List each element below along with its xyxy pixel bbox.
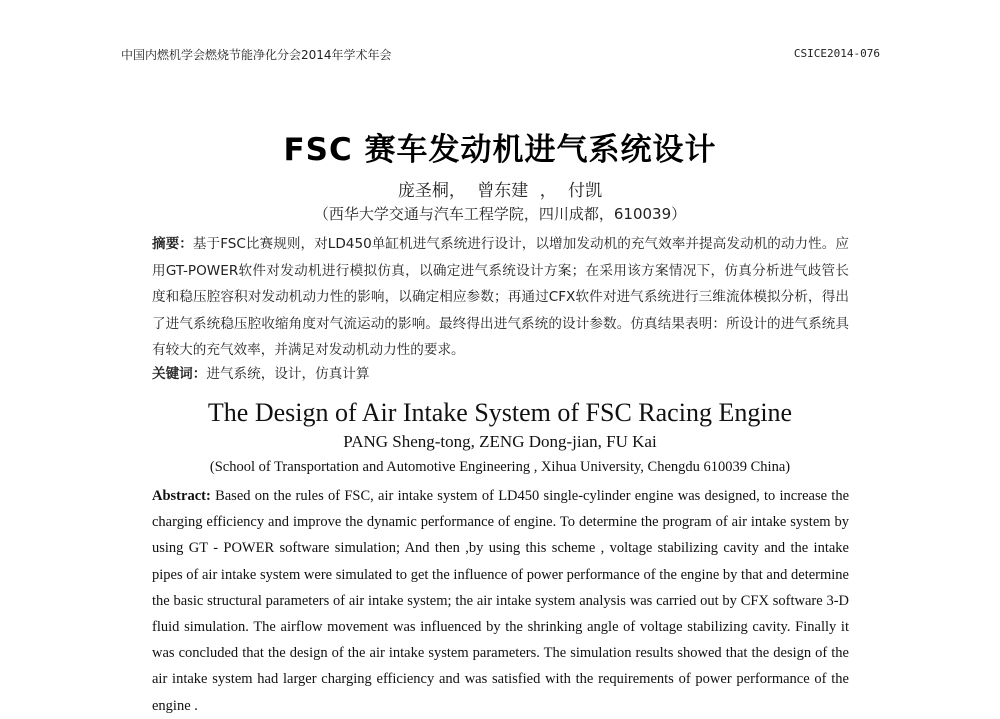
title-chinese: FSC 赛车发动机进气系统设计 [283, 132, 717, 168]
abstract-label-chinese: 摘要： [152, 236, 193, 252]
abstract-text-english: Based on the rules of FSC, air intake system of LD450 single-cylinder engine was designed, to increase the charging efficiency and improve the dynamic performance of engine. To determine the program of air intake system by using GT - POWER software simulation; And then ,by using this scheme , voltage stabilizing cavity and the intake pipes of air intake system were simulated to get the influence of power performance of the engine by that and determine the basic structural parameters of air intake system; the air intake system analysis was carried out by CFX software 3-D fluid simulation. The airflow movement was influenced by the shrinking angle of voltage stabilizing cavity. Finally it was concluded that the design of the air intake system parameters. The simulation results showed that the design of the air intake system had larger charging efficiency and was satisfied with the requirements of power performance of the engine . [152, 488, 850, 714]
abstract-text-chinese: 基于FSC比赛规则，对LD450单缸机进气系统进行设计，以增加发动机的充气效率并提高发动机的动力性。应用GT-POWER软件对发动机进行模拟仿真，以确定进气系统设计方案；在采用该方案情况下，仿真分析进气歧管长度和稳压腔容积对发动机动力性的影响，以确定相应参数；再通过CFX软件对进气系统进行三维流体模拟分析，得出了进气系统稳压腔收缩角度对气流运动的影响。最终得出进气系统的设计参数。仿真结果表明：所设计的进气系统具有较大的充气效率，并满足对发动机动力性的要求。 [152, 236, 850, 359]
abstract-english [152, 483, 849, 719]
keywords-text-chinese: 进气系统，设计，仿真计算 [206, 366, 370, 382]
conference-header: 中国内燃机学会燃烧节能净化分会2014年学术年会 [121, 48, 392, 62]
authors-english: PANG Sheng-tong, ZENG Dong-jian, FU Kai [343, 432, 657, 451]
keywords-chinese [152, 362, 370, 382]
keywords-label-chinese: 关键词： [152, 366, 207, 382]
abstract-label-english: Abstract: [152, 488, 211, 504]
authors-chinese: 庞圣桐， 曾东建 ， 付凯 [397, 181, 603, 201]
affiliation-english: (School of Transportation and Automotive Engineering , Xihua University, Chengdu 610039 China) [209, 459, 791, 475]
abstract-chinese [152, 231, 849, 364]
title-english: The Design of Air Intake System of FSC Racing Engine [207, 398, 793, 427]
paper-code: CSICE2014-076 [793, 47, 880, 60]
affiliation-chinese: （西华大学交通与汽车工程学院，四川成都，610039） [313, 205, 687, 223]
